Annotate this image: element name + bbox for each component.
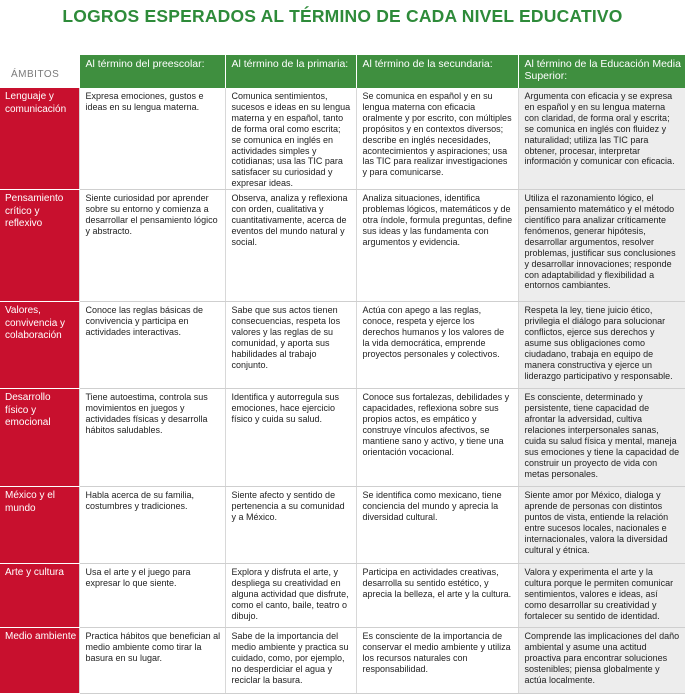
table-cell: Observa, analiza y reflexiona con orden, cualitativa y cuantitativamente, acerca de eventos del mundo natural y social. (225, 190, 356, 302)
ambito-label: Medio ambiente (0, 628, 79, 694)
table-cell: Siente curiosidad por aprender sobre su entorno y comienza a desarrollar el pensamiento lógico y abstracto. (79, 190, 225, 302)
ambito-label: Valores, convivencia y colaboración (0, 302, 79, 389)
table-cell: Siente amor por México, dialoga y aprende de personas con distintos puntos de vista, entiende la relación entre sucesos locales, nacionales e internacionales, valora la diversidad cultural y étnica. (518, 487, 685, 564)
ambito-label: México y el mundo (0, 487, 79, 564)
ambito-label: Arte y cultura (0, 564, 79, 628)
table-cell: Se identifica como mexicano, tiene conciencia del mundo y aprecia la diversidad cultural. (356, 487, 518, 564)
level-header-primaria: Al término de la primaria: (225, 55, 356, 88)
table-cell: Conoce las reglas básicas de convivencia y participa en actividades interactivas. (79, 302, 225, 389)
table-cell: Tiene autoestima, controla sus movimientos en juegos y actividades físicas y desarrolla hábitos saludables. (79, 389, 225, 487)
table-cell: Respeta la ley, tiene juicio ético, privilegia el diálogo para solucionar conflictos, ejerce sus derechos y asume sus obligaciones como ciudadano, trabaja en equipo de manera constructiva y ejerce un liderazgo participativo y responsable. (518, 302, 685, 389)
ambito-label: Desarrollo físico y emocional (0, 389, 79, 487)
achievements-table (0, 55, 685, 694)
table-cell: Es consciente de la importancia de conservar el medio ambiente y utiliza los recursos naturales con responsabilidad. (356, 628, 518, 694)
page-title: LOGROS ESPERADOS AL TÉRMINO DE CADA NIVEL EDUCATIVO (62, 6, 623, 26)
table-cell: Expresa emociones, gustos e ideas en su lengua materna. (79, 88, 225, 190)
table-cell: Conoce sus fortalezas, debilidades y capacidades, reflexiona sobre sus propios actos, es empático y construye vínculos afectivos, se mantiene sano y activo, y tiene una orientación vocacional. (356, 389, 518, 487)
table-cell: Identifica y autorregula sus emociones, hace ejercicio físico y cuida su salud. (225, 389, 356, 487)
table-row (0, 487, 685, 564)
table-cell: Analiza situaciones, identifica problemas lógicos, matemáticos y de otra índole, formula preguntas, define sus ideas y las fundamenta con argumentos y evidencia. (356, 190, 518, 302)
table-cell: Comunica sentimientos, sucesos e ideas en su lengua materna y en español, tanto de forma oral como escrita; se comunica en inglés en actividades simples y cotidianas; usa las TIC para satisfacer su curiosidad y expresar ideas. (225, 88, 356, 190)
table-cell: Comprende las implicaciones del daño ambiental y asume una actitud proactiva para encontrar soluciones sostenibles; piensa globalmente y actúa localmente. (518, 628, 685, 694)
table-cell: Siente afecto y sentido de pertenencia a su comunidad y a México. (225, 487, 356, 564)
level-header-preescolar: Al término del preescolar: (79, 55, 225, 88)
table-cell: Practica hábitos que benefician al medio ambiente como tirar la basura en su lugar. (79, 628, 225, 694)
ambitos-header: ÁMBITOS (0, 55, 79, 88)
table-row (0, 302, 685, 389)
table-cell: Usa el arte y el juego para expresar lo que siente. (79, 564, 225, 628)
table-cell: Actúa con apego a las reglas, conoce, respeta y ejerce los derechos humanos y los valores de la vida democrática, emprende proyectos personales y colectivos. (356, 302, 518, 389)
table-cell: Valora y experimenta el arte y la cultura porque le permiten comunicar sentimientos, valores e ideas, así como desarrollar su creatividad y fortalecer su sentido de identidad. (518, 564, 685, 628)
table-cell: Sabe que sus actos tienen consecuencias, respeta los valores y las reglas de su comunidad, y aporta sus habilidades al trabajo conjunto. (225, 302, 356, 389)
level-header-media-superior: Al término de la Educación Media Superior: (518, 55, 685, 88)
ambito-label: Lenguaje y comunicación (0, 88, 79, 190)
table-row (0, 628, 685, 694)
table-cell: Habla acerca de su familia, costumbres y tradiciones. (79, 487, 225, 564)
ambito-label: Pensamiento crítico y reflexivo (0, 190, 79, 302)
table-cell: Explora y disfruta el arte, y despliega su creatividad en alguna actividad que disfrute, como el canto, baile, teatro o dibujo. (225, 564, 356, 628)
table-cell: Sabe de la importancia del medio ambiente y practica su cuidado, como, por ejemplo, no desperdiciar el agua y reciclar la basura. (225, 628, 356, 694)
table-row (0, 88, 685, 190)
table-cell: Participa en actividades creativas, desarrolla su sentido estético, y aprecia la belleza, el arte y la cultura. (356, 564, 518, 628)
level-header-secundaria: Al término de la secundaria: (356, 55, 518, 88)
header-row (0, 55, 685, 88)
table-cell: Se comunica en español y en su lengua materna con eficacia oralmente y por escrito, con múltiples propósitos y en contextos diversos; describe en inglés necesidades, acontecimientos y aspiraciones; usa las TIC para realizar investigaciones y para comunicarse. (356, 88, 518, 190)
table-row (0, 564, 685, 628)
table-cell: Argumenta con eficacia y se expresa en español y en su lengua materna con claridad, de forma oral y escrita; se comunica en inglés con fluidez y naturalidad; utiliza las TIC para obtener, procesar, interpretar información y comunicar con eficacia. (518, 88, 685, 190)
table-cell: Utiliza el razonamiento lógico, el pensamiento matemático y el método científico para analizar críticamente fenómenos, generar hipótesis, desarrollar argumentos, resolver problemas, justificar sus conclusiones y desarrollar innovaciones; responde con adaptabilidad y flexibilidad a entornos cambiantes. (518, 190, 685, 302)
table-row (0, 389, 685, 487)
table-row (0, 190, 685, 302)
table-cell: Es consciente, determinado y persistente, tiene capacidad de afrontar la adversidad, cultiva relaciones interpersonales sanas, cuida su salud física y mental, maneja sus emociones y tiene la capacidad de construir un proyecto de vida con metas personales. (518, 389, 685, 487)
